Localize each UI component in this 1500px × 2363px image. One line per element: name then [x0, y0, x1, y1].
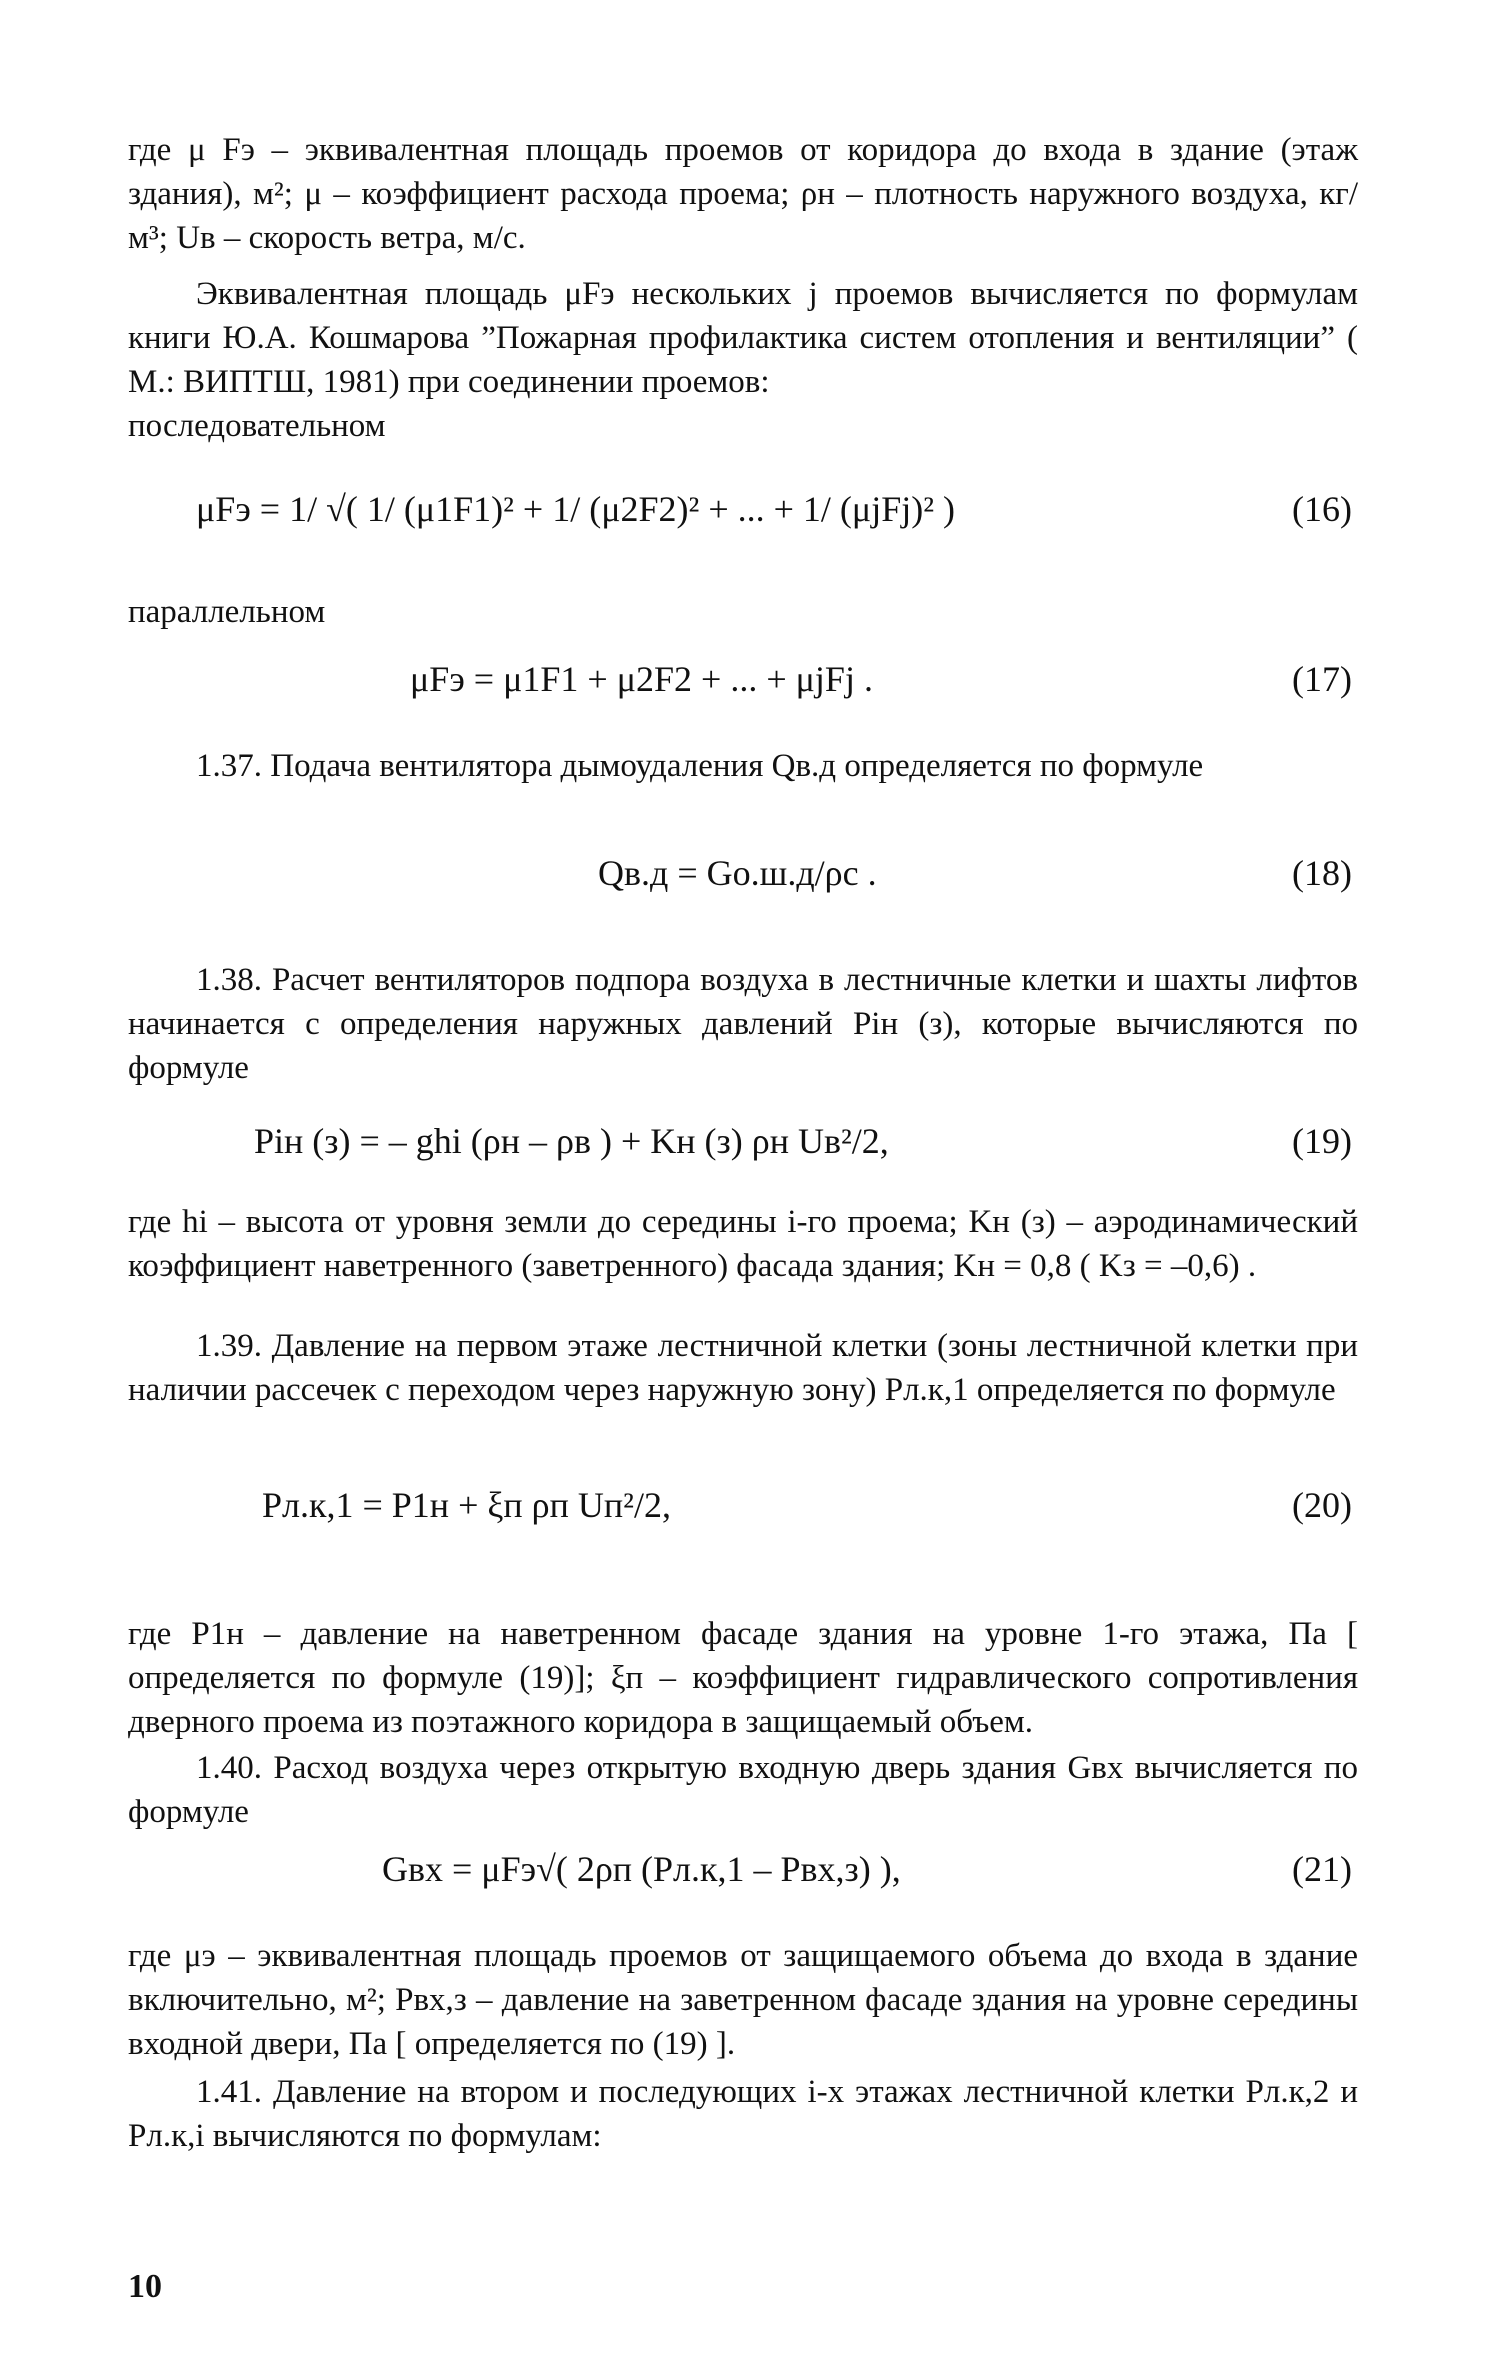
paragraph-1-38: 1.38. Расчет вентиляторов подпора воздуха в лестничные клетки и шахты лифтов начинается с определения наружных давлений Piн (з), которые вычисляются по формуле	[128, 962, 1358, 1086]
page-number: 10	[128, 2268, 162, 2305]
equation-20-formula: Pл.к,1 = P1н + ξп ρп Uп²/2,	[262, 1485, 671, 1525]
label-parallel: параллельном	[128, 594, 326, 630]
paragraph-1-41: 1.41. Давление на втором и последующих i-х этажах лестничной клетки Pл.к,2 и Pл.к,i вычисляются по формулам:	[128, 2074, 1358, 2154]
equation-21-formula: Gвх = μFэ√( 2ρп (Pл.к,1 – Pвх,з) ),	[382, 1849, 901, 1889]
paragraph-definitions-1: где μ Fэ – эквивалентная площадь проемов от коридора до входа в здание (этаж здания), м²; μ – коэффициент расхода проема; ρн – плотность наружного воздуха, кг/м³; Uв – скорость ветра, м/с.	[128, 132, 1358, 256]
label-series: последовательном	[128, 408, 386, 444]
equation-17-formula: μFэ = μ1F1 + μ2F2 + ... + μjFj .	[410, 659, 873, 699]
equation-18-formula: Qв.д = Gо.ш.д/ρс .	[598, 853, 877, 893]
equation-16-formula: μFэ = 1/ √( 1/ (μ1F1)² + 1/ (μ2F2)² + ... + 1/ (μjFj)² )	[196, 489, 956, 529]
paragraph-1-39: 1.39. Давление на первом этаже лестничной клетки (зоны лестничной клетки при наличии рассечек с переходом через наружную зону) Pл.к,1 определяется по формуле	[128, 1328, 1358, 1408]
equation-19-formula: Piн (з) = – ghi (ρн – ρв ) + Kн (з) ρн Uв²/2,	[254, 1121, 889, 1161]
paragraph-equivalent-area: Эквивалентная площадь μFэ нескольких j проемов вычисляется по формулам книги Ю.А. Кошмарова ”Пожарная профилактика систем отопления и вентиляции” ( М.: ВИПТШ, 1981) при соединении проемов:	[128, 276, 1358, 400]
equation-16-number: (16)	[1292, 489, 1352, 529]
equation-17-number: (17)	[1292, 659, 1352, 699]
paragraph-definitions-19: где hi – высота от уровня земли до середины i-го проема; Kн (з) – аэродинамический коэффициент наветренного (заветренного) фасада здания; Kн = 0,8 ( Kз = –0,6) .	[128, 1204, 1358, 1284]
paragraph-1-40: 1.40. Расход воздуха через открытую входную дверь здания Gвх вычисляется по формуле	[128, 1750, 1358, 1830]
equation-19-number: (19)	[1292, 1121, 1352, 1161]
paragraph-1-37: 1.37. Подача вентилятора дымоудаления Qв.д определяется по формуле	[196, 748, 1204, 784]
paragraph-definitions-20: где P1н – давление на наветренном фасаде здания на уровне 1-го этажа, Па [ определяется по формуле (19)]; ξп – коэффициент гидравлического сопротивления дверного проема из поэтажного коридора в защищаемый объем.	[128, 1616, 1358, 1740]
equation-18-number: (18)	[1292, 853, 1352, 893]
equation-21-number: (21)	[1292, 1849, 1352, 1889]
equation-20-number: (20)	[1292, 1485, 1352, 1525]
paragraph-definitions-21: где μэ – эквивалентная площадь проемов от защищаемого объема до входа в здание включительно, м²; Pвх,з – давление на заветренном фасаде здания на уровне середины входной двери, Па [ определяется по (19) ].	[128, 1938, 1358, 2062]
